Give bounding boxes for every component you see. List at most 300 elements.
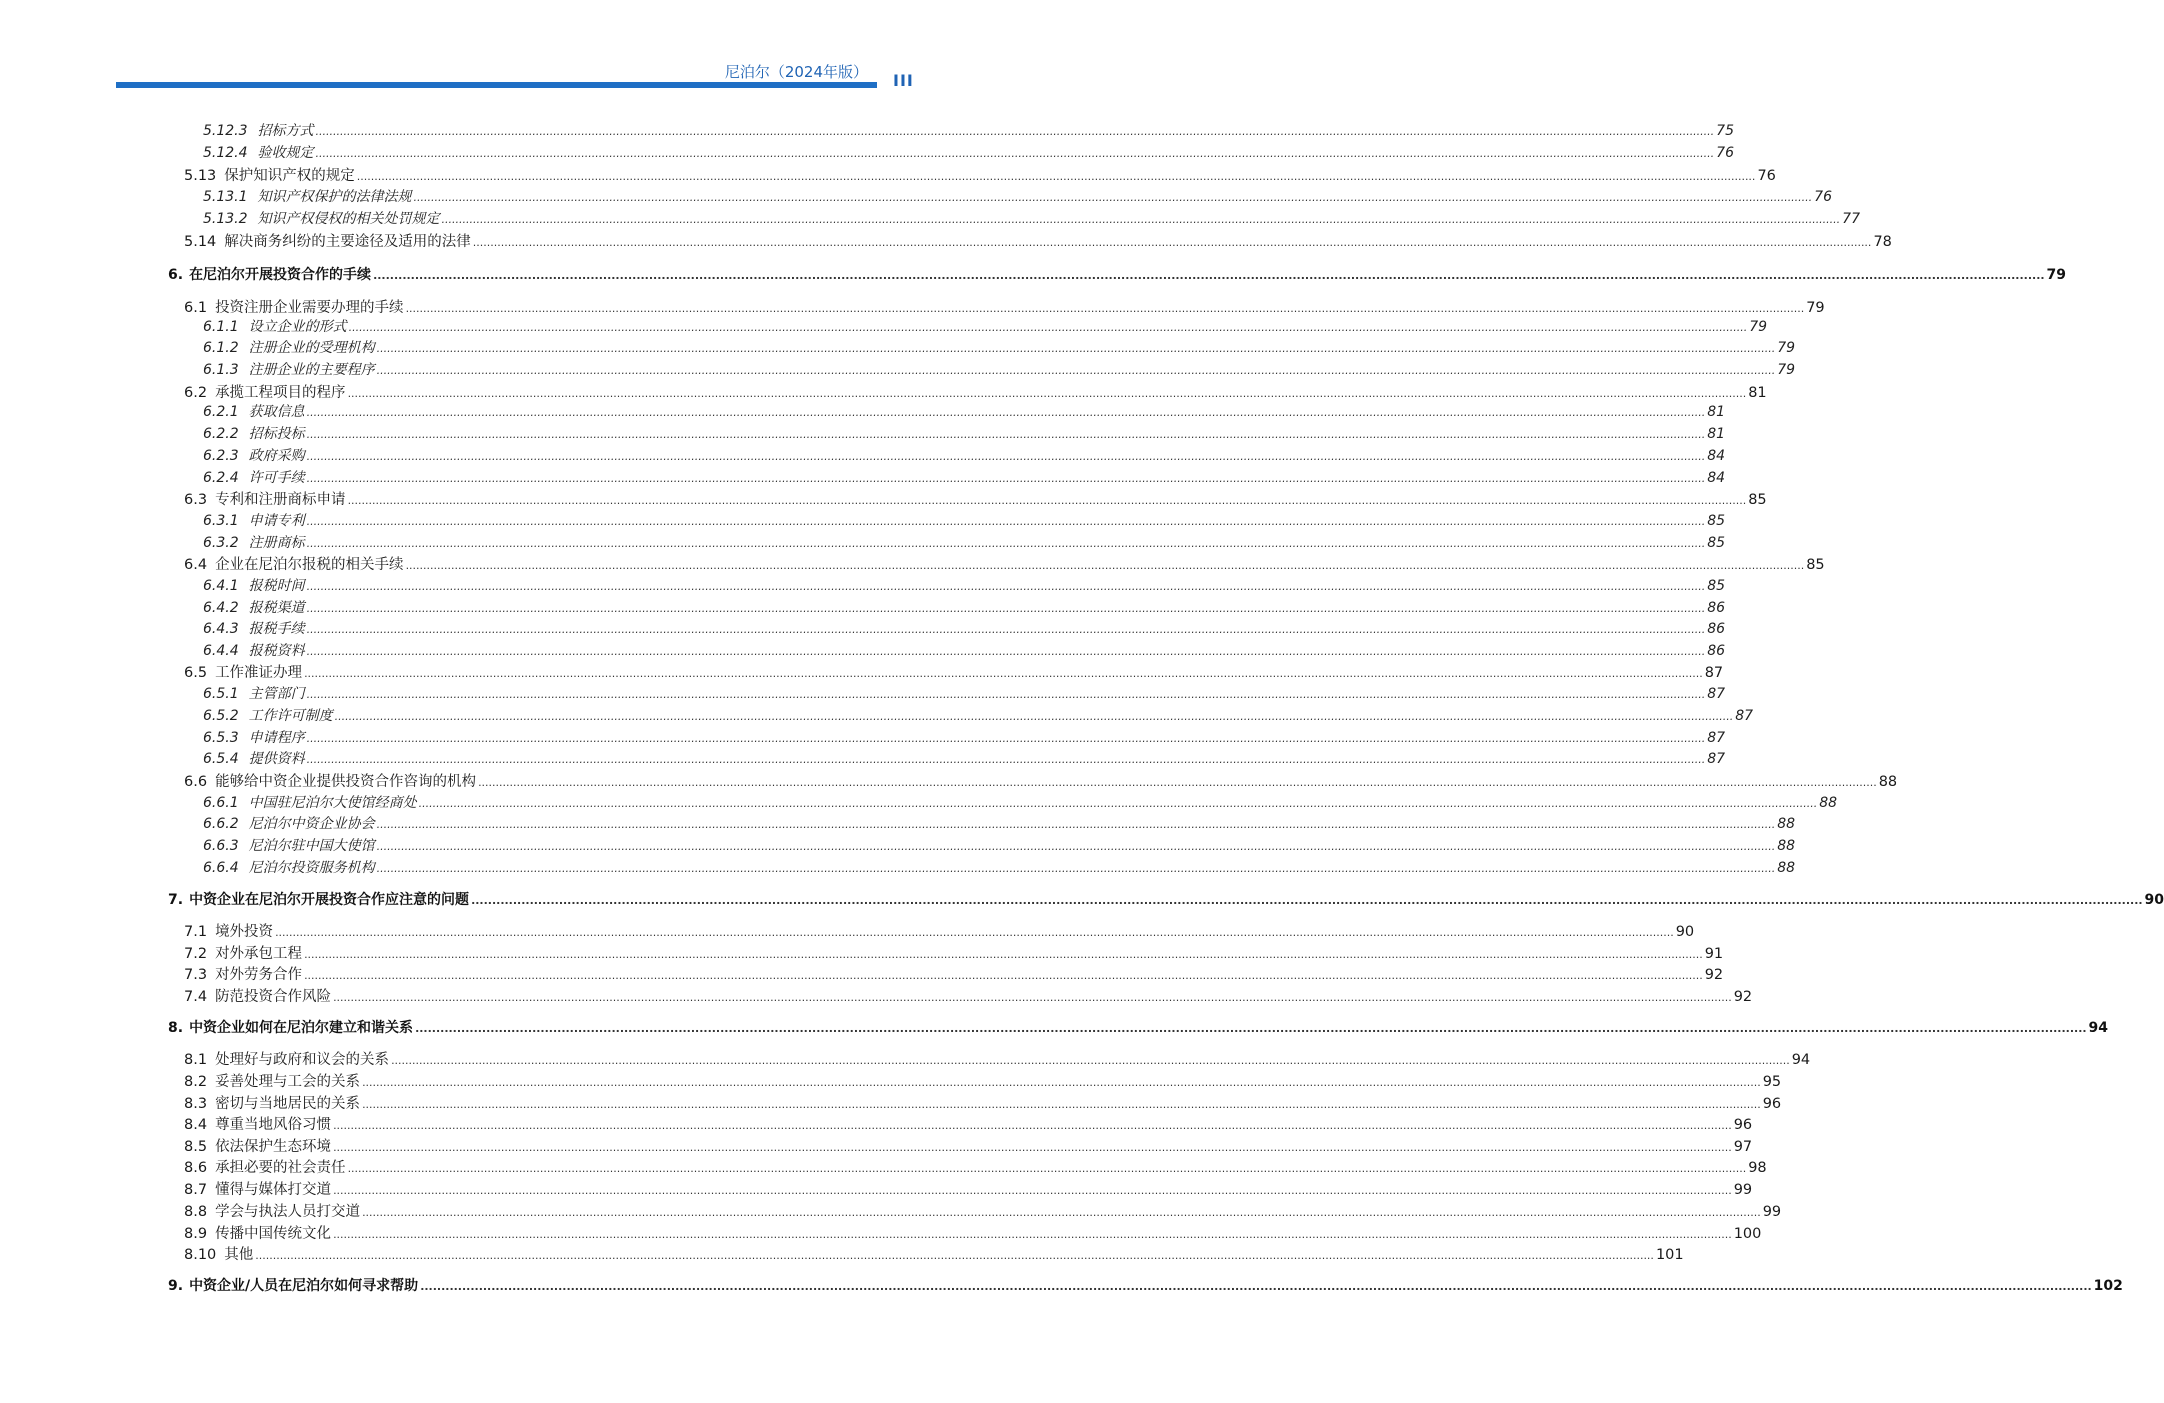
toc-entry-page: 85 — [1707, 535, 1726, 551]
toc-entry-label — [203, 683, 305, 703]
toc-entry-l3[interactable] — [203, 813, 1796, 833]
toc-entry-number: 6.5.4 — [203, 751, 239, 767]
toc-entry-page: 77 — [1842, 211, 1860, 227]
toc-entry-title: 尊重当地风俗习惯 — [215, 1117, 332, 1133]
toc-entry-title: 对外劳务合作 — [215, 967, 303, 983]
toc-entry-page: 84 — [1707, 470, 1726, 486]
toc-entry-label — [203, 618, 305, 638]
toc-entry-l3[interactable] — [203, 401, 1726, 421]
toc-entry-title: 报税手续 — [248, 621, 305, 637]
toc-dot-leader: ................................................................................................................................................................................................................................................................................................................................................................................................................ — [405, 302, 1805, 315]
toc-entry-number: 8.3 — [184, 1096, 208, 1112]
toc-entry-page: 92 — [1733, 989, 1753, 1005]
toc-entry-number: 5.13.1 — [203, 189, 248, 205]
toc-entry-l3[interactable] — [203, 120, 1734, 140]
toc-entry-page: 85 — [1707, 513, 1726, 529]
toc-entry-l3[interactable] — [203, 423, 1726, 443]
toc-entry-number: 6.1.3 — [203, 362, 239, 378]
toc-dot-leader: ................................................................................................................................................................................................................................................................................................................................................................................................................ — [376, 862, 1776, 875]
toc-dot-leader: ................................................................................................................................................................................................................................................................................................................................................................................................................ — [315, 147, 1715, 160]
toc-entry-l3[interactable] — [203, 727, 1726, 747]
toc-entry-title: 懂得与媒体打交道 — [215, 1182, 332, 1198]
toc-entry-l2[interactable] — [184, 1092, 1782, 1113]
toc-entry-l3[interactable] — [203, 792, 1838, 812]
toc-entry-title: 招标方式 — [257, 123, 314, 139]
toc-entry-number: 8. — [168, 1020, 184, 1036]
toc-entry-title: 尼泊尔中资企业协会 — [248, 816, 375, 832]
toc-entry-label — [184, 553, 404, 574]
toc-entry-label — [184, 985, 331, 1006]
toc-entry-number: 6.6.1 — [203, 795, 239, 811]
toc-entry-l2[interactable] — [184, 770, 1898, 791]
toc-entry-page: 90 — [2144, 892, 2164, 908]
toc-entry-label — [168, 1017, 413, 1037]
running-header-title: 尼泊尔（2024年版） — [724, 63, 868, 81]
toc-entry-label — [203, 401, 305, 421]
toc-entry-l2[interactable] — [184, 1200, 1782, 1221]
toc-entry-title: 尼泊尔驻中国大使馆 — [248, 838, 375, 854]
toc-entry-title: 招标投标 — [248, 426, 305, 442]
toc-entry-page: 79 — [1806, 300, 1825, 316]
toc-entry-page: 94 — [2088, 1020, 2109, 1036]
toc-dot-leader: ................................................................................................................................................................................................................................................................................................................................................................................................................ — [441, 213, 1841, 226]
toc-dot-leader: ................................................................................................................................................................................................................................................................................................................................................................................................................ — [472, 236, 1872, 249]
toc-entry-title: 中资企业/人员在尼泊尔如何寻求帮助 — [189, 1278, 419, 1294]
toc-entry-page: 85 — [1806, 557, 1825, 573]
toc-entry-number: 6.6.3 — [203, 838, 239, 854]
toc-entry-page: 87 — [1707, 730, 1726, 746]
toc-entry-title: 报税渠道 — [248, 600, 305, 616]
toc-dot-leader: ................................................................................................................................................................................................................................................................................................................................................................................................................ — [391, 1054, 1790, 1067]
toc-entry-number: 6.1.1 — [203, 319, 239, 335]
toc-entry-title: 知识产权保护的法律法规 — [257, 189, 412, 205]
toc-entry-l3[interactable] — [203, 186, 1832, 206]
toc-entry-page: 97 — [1733, 1139, 1753, 1155]
toc-entry-l2[interactable] — [184, 1048, 1811, 1069]
toc-entry-title: 其他 — [224, 1247, 254, 1263]
toc-entry-l3[interactable] — [203, 748, 1726, 768]
toc-entry-title: 中国驻尼泊尔大使馆经商处 — [248, 795, 417, 811]
toc-entry-page: 91 — [1704, 946, 1724, 962]
toc-entry-title: 工作许可制度 — [248, 708, 333, 724]
toc-entry-l3[interactable] — [203, 142, 1734, 162]
toc-entry-l2[interactable] — [184, 661, 1724, 682]
toc-dot-leader: ................................................................................................................................................................................................................................................................................................................................................................................................................ — [376, 342, 1776, 355]
toc-dot-leader: ................................................................................................................................................................................................................................................................................................................................................................................................................ — [471, 894, 2143, 907]
toc-entry-page: 96 — [1733, 1117, 1753, 1133]
toc-entry-l2[interactable] — [184, 1135, 1753, 1156]
toc-entry-l3[interactable] — [203, 640, 1726, 660]
toc-entry-page: 88 — [1819, 795, 1838, 811]
toc-entry-number: 6. — [168, 267, 184, 283]
toc-entry-l3[interactable] — [203, 316, 1768, 336]
toc-entry-title: 许可手续 — [248, 470, 305, 486]
toc-entry-label — [184, 1156, 346, 1177]
toc-entry-title: 工作准证办理 — [215, 665, 303, 681]
toc-entry-title: 报税资料 — [248, 643, 305, 659]
toc-entry-page: 94 — [1791, 1052, 1811, 1068]
toc-entry-title: 中资企业在尼泊尔开展投资合作应注意的问题 — [189, 892, 470, 908]
toc-entry-l2[interactable] — [184, 1070, 1782, 1091]
toc-dot-leader: ................................................................................................................................................................................................................................................................................................................................................................................................................ — [356, 170, 1756, 183]
toc-entry-page: 88 — [1777, 816, 1796, 832]
toc-entry-page: 85 — [1707, 578, 1726, 594]
toc-entry-title: 境外投资 — [215, 924, 274, 940]
toc-entry-l3[interactable] — [203, 467, 1726, 487]
toc-entry-label — [203, 640, 305, 660]
toc-entry-page: 96 — [1762, 1096, 1782, 1112]
toc-entry-title: 设立企业的形式 — [248, 319, 347, 335]
toc-entry-l3[interactable] — [203, 359, 1796, 379]
toc-entry-number: 6.3.1 — [203, 513, 239, 529]
toc-entry-title: 报税时间 — [248, 578, 305, 594]
toc-dot-leader: ................................................................................................................................................................................................................................................................................................................................................................................................................ — [333, 1184, 1732, 1197]
toc-entry-number: 7. — [168, 892, 184, 908]
toc-entry-label — [184, 1048, 389, 1069]
toc-dot-leader: ................................................................................................................................................................................................................................................................................................................................................................................................................ — [362, 1206, 1761, 1219]
toc-entry-label — [184, 381, 346, 402]
toc-entry-page: 88 — [1777, 860, 1796, 876]
toc-dot-leader: ................................................................................................................................................................................................................................................................................................................................................................................................................ — [306, 515, 1706, 528]
toc-entry-page: 76 — [1757, 168, 1776, 184]
toc-entry-label — [184, 1113, 331, 1134]
toc-entry-number: 6.5.2 — [203, 708, 239, 724]
toc-entry-label — [184, 488, 346, 509]
toc-entry-title: 防范投资合作风险 — [215, 989, 332, 1005]
toc-entry-l1[interactable] — [168, 889, 2164, 909]
toc-entry-page: 87 — [1735, 708, 1754, 724]
toc-entry-page: 84 — [1707, 448, 1726, 464]
toc-entry-title: 能够给中资企业提供投资合作咨询的机构 — [215, 774, 477, 790]
toc-entry-number: 5.13 — [184, 168, 217, 184]
toc-entry-l2[interactable] — [184, 230, 1892, 251]
toc-entry-label — [203, 510, 305, 530]
toc-dot-leader: ................................................................................................................................................................................................................................................................................................................................................................................................................ — [362, 1098, 1761, 1111]
toc-entry-l2[interactable] — [184, 1178, 1753, 1199]
toc-entry-page: 86 — [1707, 621, 1726, 637]
toc-entry-page: 75 — [1716, 123, 1734, 139]
toc-dot-leader: ................................................................................................................................................................................................................................................................................................................................................................................................................ — [306, 450, 1706, 463]
toc-entry-page: 81 — [1748, 385, 1767, 401]
toc-entry-number: 8.6 — [184, 1160, 208, 1176]
toc-entry-label — [184, 661, 302, 682]
toc-entry-label — [184, 1243, 253, 1264]
toc-entry-title: 承揽工程项目的程序 — [215, 385, 346, 401]
toc-entry-number: 7.3 — [184, 967, 208, 983]
toc-entry-number: 6.2.1 — [203, 404, 239, 420]
toc-entry-label — [203, 445, 305, 465]
toc-entry-title: 中资企业如何在尼泊尔建立和谐关系 — [189, 1020, 414, 1036]
toc-dot-leader: ................................................................................................................................................................................................................................................................................................................................................................................................................ — [306, 623, 1706, 636]
toc-dot-leader: ................................................................................................................................................................................................................................................................................................................................................................................................................ — [376, 840, 1776, 853]
toc-entry-l2[interactable] — [184, 1222, 1762, 1243]
toc-entry-label — [203, 359, 375, 379]
toc-entry-page: 81 — [1707, 426, 1726, 442]
toc-entry-number: 8.9 — [184, 1226, 208, 1242]
page-number: III — [893, 71, 914, 90]
toc-entry-title: 投资注册企业需要办理的手续 — [215, 300, 404, 316]
toc-entry-l2[interactable] — [184, 1243, 1684, 1264]
toc-dot-leader: ................................................................................................................................................................................................................................................................................................................................................................................................................ — [347, 494, 1747, 507]
toc-entry-l2[interactable] — [184, 963, 1724, 984]
toc-entry-page: 99 — [1733, 1182, 1753, 1198]
toc-dot-leader: ................................................................................................................................................................................................................................................................................................................................................................................................................ — [420, 1280, 2092, 1293]
toc-entry-l3[interactable] — [203, 208, 1860, 228]
toc-dot-leader: ................................................................................................................................................................................................................................................................................................................................................................................................................ — [373, 269, 2045, 282]
toc-entry-number: 6.1.2 — [203, 340, 239, 356]
toc-entry-l3[interactable] — [203, 532, 1726, 552]
toc-entry-page: 78 — [1873, 234, 1892, 250]
toc-entry-number: 5.13.2 — [203, 211, 248, 227]
toc-entry-label — [184, 1222, 331, 1243]
toc-entry-label — [203, 142, 314, 162]
toc-entry-page: 79 — [1749, 319, 1768, 335]
toc-entry-title: 企业在尼泊尔报税的相关手续 — [215, 557, 404, 573]
toc-dot-leader: ................................................................................................................................................................................................................................................................................................................................................................................................................ — [306, 428, 1706, 441]
toc-entry-label — [203, 857, 375, 877]
toc-entry-l3[interactable] — [203, 510, 1726, 530]
toc-dot-leader: ................................................................................................................................................................................................................................................................................................................................................................................................................ — [306, 645, 1706, 658]
toc-entry-number: 8.2 — [184, 1074, 208, 1090]
toc-dot-leader: ................................................................................................................................................................................................................................................................................................................................................................................................................ — [333, 1141, 1732, 1154]
toc-entry-l2[interactable] — [184, 942, 1724, 963]
toc-dot-leader: ................................................................................................................................................................................................................................................................................................................................................................................................................ — [306, 537, 1706, 550]
toc-entry-number: 6.2.4 — [203, 470, 239, 486]
toc-entry-number: 8.10 — [184, 1247, 217, 1263]
toc-entry-label — [203, 120, 314, 140]
toc-entry-l3[interactable] — [203, 683, 1726, 703]
toc-dot-leader: ................................................................................................................................................................................................................................................................................................................................................................................................................ — [333, 991, 1732, 1004]
toc-dot-leader: ................................................................................................................................................................................................................................................................................................................................................................................................................ — [362, 1076, 1761, 1089]
toc-entry-label — [203, 575, 305, 595]
toc-entry-number: 6.6.4 — [203, 860, 239, 876]
toc-entry-page: 87 — [1707, 751, 1726, 767]
toc-entry-title: 尼泊尔投资服务机构 — [248, 860, 375, 876]
toc-dot-leader: ................................................................................................................................................................................................................................................................................................................................................................................................................ — [304, 667, 1703, 680]
toc-entry-title: 传播中国传统文化 — [215, 1226, 332, 1242]
toc-entry-l3[interactable] — [203, 445, 1726, 465]
toc-entry-title: 解决商务纠纷的主要途径及适用的法律 — [224, 234, 471, 250]
toc-entry-title: 依法保护生态环境 — [215, 1139, 332, 1155]
toc-entry-l2[interactable] — [184, 164, 1776, 185]
toc-entry-title: 申请程序 — [248, 730, 305, 746]
toc-entry-number: 7.1 — [184, 924, 208, 940]
toc-dot-leader: ................................................................................................................................................................................................................................................................................................................................................................................................................ — [334, 710, 1734, 723]
toc-entry-page: 81 — [1707, 404, 1726, 420]
toc-dot-leader: ................................................................................................................................................................................................................................................................................................................................................................................................................ — [306, 753, 1706, 766]
toc-entry-page: 99 — [1762, 1204, 1782, 1220]
toc-entry-page: 86 — [1707, 600, 1726, 616]
toc-entry-label — [203, 835, 375, 855]
toc-entry-label — [168, 264, 371, 284]
toc-entry-label — [203, 186, 412, 206]
toc-entry-label — [203, 467, 305, 487]
toc-entry-title: 申请专利 — [248, 513, 305, 529]
toc-entry-page: 88 — [1777, 838, 1796, 854]
toc-entry-l2[interactable] — [184, 1156, 1767, 1177]
toc-dot-leader: ................................................................................................................................................................................................................................................................................................................................................................................................................ — [306, 732, 1706, 745]
toc-dot-leader: ................................................................................................................................................................................................................................................................................................................................................................................................................ — [306, 602, 1706, 615]
toc-entry-number: 6.2.2 — [203, 426, 239, 442]
toc-entry-page: 76 — [1716, 145, 1734, 161]
toc-entry-l1[interactable] — [168, 264, 2067, 284]
toc-entry-label — [184, 230, 471, 251]
toc-entry-title: 妥善处理与工会的关系 — [215, 1074, 361, 1090]
toc-entry-title: 密切与当地居民的关系 — [215, 1096, 361, 1112]
toc-entry-label — [184, 920, 273, 941]
toc-entry-number: 5.12.4 — [203, 145, 248, 161]
toc-dot-leader: ................................................................................................................................................................................................................................................................................................................................................................................................................ — [347, 1162, 1747, 1175]
toc-entry-label — [184, 296, 404, 317]
toc-entry-title: 提供资料 — [248, 751, 305, 767]
toc-dot-leader: ................................................................................................................................................................................................................................................................................................................................................................................................................ — [306, 580, 1706, 593]
toc-entry-number: 6.4 — [184, 557, 208, 573]
toc-entry-page: 87 — [1707, 686, 1726, 702]
toc-entry-number: 5.14 — [184, 234, 217, 250]
toc-entry-label — [184, 963, 302, 984]
toc-entry-page: 76 — [1814, 189, 1832, 205]
toc-entry-label — [168, 889, 469, 909]
toc-entry-label — [168, 1275, 418, 1295]
toc-dot-leader: ................................................................................................................................................................................................................................................................................................................................................................................................................ — [478, 776, 1877, 789]
toc-entry-page: 85 — [1748, 492, 1767, 508]
toc-entry-l3[interactable] — [203, 618, 1726, 638]
toc-entry-number: 6.3.2 — [203, 535, 239, 551]
toc-entry-number: 6.5.1 — [203, 686, 239, 702]
toc-dot-leader: ................................................................................................................................................................................................................................................................................................................................................................................................................ — [347, 387, 1747, 400]
toc-entry-l3[interactable] — [203, 705, 1754, 725]
toc-entry-page: 87 — [1704, 665, 1724, 681]
toc-entry-title: 主管部门 — [248, 686, 305, 702]
toc-entry-label — [203, 597, 305, 617]
toc-entry-number: 6.2 — [184, 385, 208, 401]
toc-entry-number: 6.3 — [184, 492, 208, 508]
toc-entry-title: 注册企业的受理机构 — [248, 340, 375, 356]
toc-entry-label — [203, 727, 305, 747]
toc-entry-number: 6.4.3 — [203, 621, 239, 637]
toc-entry-l3[interactable] — [203, 337, 1796, 357]
toc-entry-number: 6.5.3 — [203, 730, 239, 746]
toc-entry-page: 79 — [1777, 340, 1796, 356]
toc-entry-number: 6.4.2 — [203, 600, 239, 616]
toc-entry-l2[interactable] — [184, 920, 1695, 941]
toc-entry-l1[interactable] — [168, 1275, 2123, 1295]
toc-entry-number: 8.8 — [184, 1204, 208, 1220]
toc-dot-leader: ................................................................................................................................................................................................................................................................................................................................................................................................................ — [415, 1022, 2087, 1035]
toc-dot-leader: ................................................................................................................................................................................................................................................................................................................................................................................................................ — [304, 948, 1703, 961]
toc-dot-leader: ................................................................................................................................................................................................................................................................................................................................................................................................................ — [306, 688, 1706, 701]
toc-entry-title: 学会与执法人员打交道 — [215, 1204, 361, 1220]
toc-entry-l3[interactable] — [203, 575, 1726, 595]
toc-entry-page: 79 — [1777, 362, 1796, 378]
toc-entry-l2[interactable] — [184, 1113, 1753, 1134]
toc-entry-title: 知识产权侵权的相关处罚规定 — [257, 211, 440, 227]
toc-entry-l3[interactable] — [203, 857, 1796, 877]
toc-entry-label — [203, 337, 375, 357]
toc-entry-label — [203, 208, 440, 228]
toc-entry-number: 6.1 — [184, 300, 208, 316]
toc-entry-page: 86 — [1707, 643, 1726, 659]
toc-dot-leader: ................................................................................................................................................................................................................................................................................................................................................................................................................ — [333, 1228, 1732, 1241]
toc-dot-leader: ................................................................................................................................................................................................................................................................................................................................................................................................................ — [376, 818, 1776, 831]
toc-entry-title: 保护知识产权的规定 — [224, 168, 355, 184]
toc-dot-leader: ................................................................................................................................................................................................................................................................................................................................................................................................................ — [405, 559, 1805, 572]
toc-entry-number: 5.12.3 — [203, 123, 248, 139]
toc-entry-l2[interactable] — [184, 296, 1825, 317]
toc-entry-page: 100 — [1733, 1226, 1762, 1242]
toc-entry-label — [184, 770, 476, 791]
toc-entry-number: 8.7 — [184, 1182, 208, 1198]
toc-dot-leader: ................................................................................................................................................................................................................................................................................................................................................................................................................ — [315, 125, 1715, 138]
toc-entry-number: 6.2.3 — [203, 448, 239, 464]
toc-entry-number: 9. — [168, 1278, 184, 1294]
toc-entry-title: 政府采购 — [248, 448, 305, 464]
toc-entry-l1[interactable] — [168, 1017, 2109, 1037]
toc-entry-l2[interactable] — [184, 985, 1753, 1006]
toc-entry-label — [184, 1178, 331, 1199]
toc-entry-label — [203, 792, 417, 812]
toc-entry-l2[interactable] — [184, 553, 1825, 574]
toc-dot-leader: ................................................................................................................................................................................................................................................................................................................................................................................................................ — [348, 321, 1748, 334]
toc-entry-label — [184, 164, 355, 185]
toc-entry-title: 专利和注册商标申请 — [215, 492, 346, 508]
toc-entry-number: 6.6 — [184, 774, 208, 790]
toc-entry-page: 101 — [1655, 1247, 1684, 1263]
toc-entry-title: 对外承包工程 — [215, 946, 303, 962]
toc-entry-title: 注册企业的主要程序 — [248, 362, 375, 378]
toc-dot-leader: ................................................................................................................................................................................................................................................................................................................................................................................................................ — [333, 1119, 1732, 1132]
toc-dot-leader: ................................................................................................................................................................................................................................................................................................................................................................................................................ — [413, 191, 1813, 204]
toc-entry-title: 获取信息 — [248, 404, 305, 420]
toc-dot-leader: ................................................................................................................................................................................................................................................................................................................................................................................................................ — [306, 472, 1706, 485]
toc-dot-leader: ................................................................................................................................................................................................................................................................................................................................................................................................................ — [418, 797, 1818, 810]
toc-entry-page: 90 — [1675, 924, 1695, 940]
toc-entry-title: 承担必要的社会责任 — [215, 1160, 346, 1176]
toc-entry-title: 处理好与政府和议会的关系 — [215, 1052, 390, 1068]
toc-entry-label — [184, 1200, 360, 1221]
toc-entry-page: 88 — [1878, 774, 1898, 790]
toc-entry-page: 79 — [2046, 267, 2067, 283]
toc-entry-l3[interactable] — [203, 597, 1726, 617]
toc-entry-label — [203, 813, 375, 833]
toc-entry-label — [203, 423, 305, 443]
toc-entry-page: 92 — [1704, 967, 1724, 983]
toc-entry-title: 在尼泊尔开展投资合作的手续 — [189, 267, 372, 283]
toc-entry-l2[interactable] — [184, 488, 1767, 509]
toc-entry-label — [203, 705, 333, 725]
toc-entry-l3[interactable] — [203, 835, 1796, 855]
toc-entry-number: 6.4.1 — [203, 578, 239, 594]
toc-dot-leader: ................................................................................................................................................................................................................................................................................................................................................................................................................ — [306, 406, 1706, 419]
toc-entry-label — [184, 1092, 360, 1113]
toc-entry-number: 8.4 — [184, 1117, 208, 1133]
toc-dot-leader: ................................................................................................................................................................................................................................................................................................................................................................................................................ — [376, 364, 1776, 377]
toc-dot-leader: ................................................................................................................................................................................................................................................................................................................................................................................................................ — [275, 926, 1674, 939]
toc-dot-leader: ................................................................................................................................................................................................................................................................................................................................................................................................................ — [304, 969, 1703, 982]
toc-entry-label — [203, 748, 305, 768]
toc-entry-number: 8.5 — [184, 1139, 208, 1155]
toc-entry-title: 验收规定 — [257, 145, 314, 161]
toc-entry-title: 注册商标 — [248, 535, 305, 551]
toc-entry-number: 6.5 — [184, 665, 208, 681]
toc-entry-number: 7.4 — [184, 989, 208, 1005]
toc-entry-label — [184, 1135, 331, 1156]
toc-entry-number: 7.2 — [184, 946, 208, 962]
toc-entry-l2[interactable] — [184, 381, 1767, 402]
toc-dot-leader: ................................................................................................................................................................................................................................................................................................................................................................................................................ — [255, 1249, 1654, 1262]
toc-entry-page: 95 — [1762, 1074, 1782, 1090]
toc-entry-label — [184, 1070, 360, 1091]
